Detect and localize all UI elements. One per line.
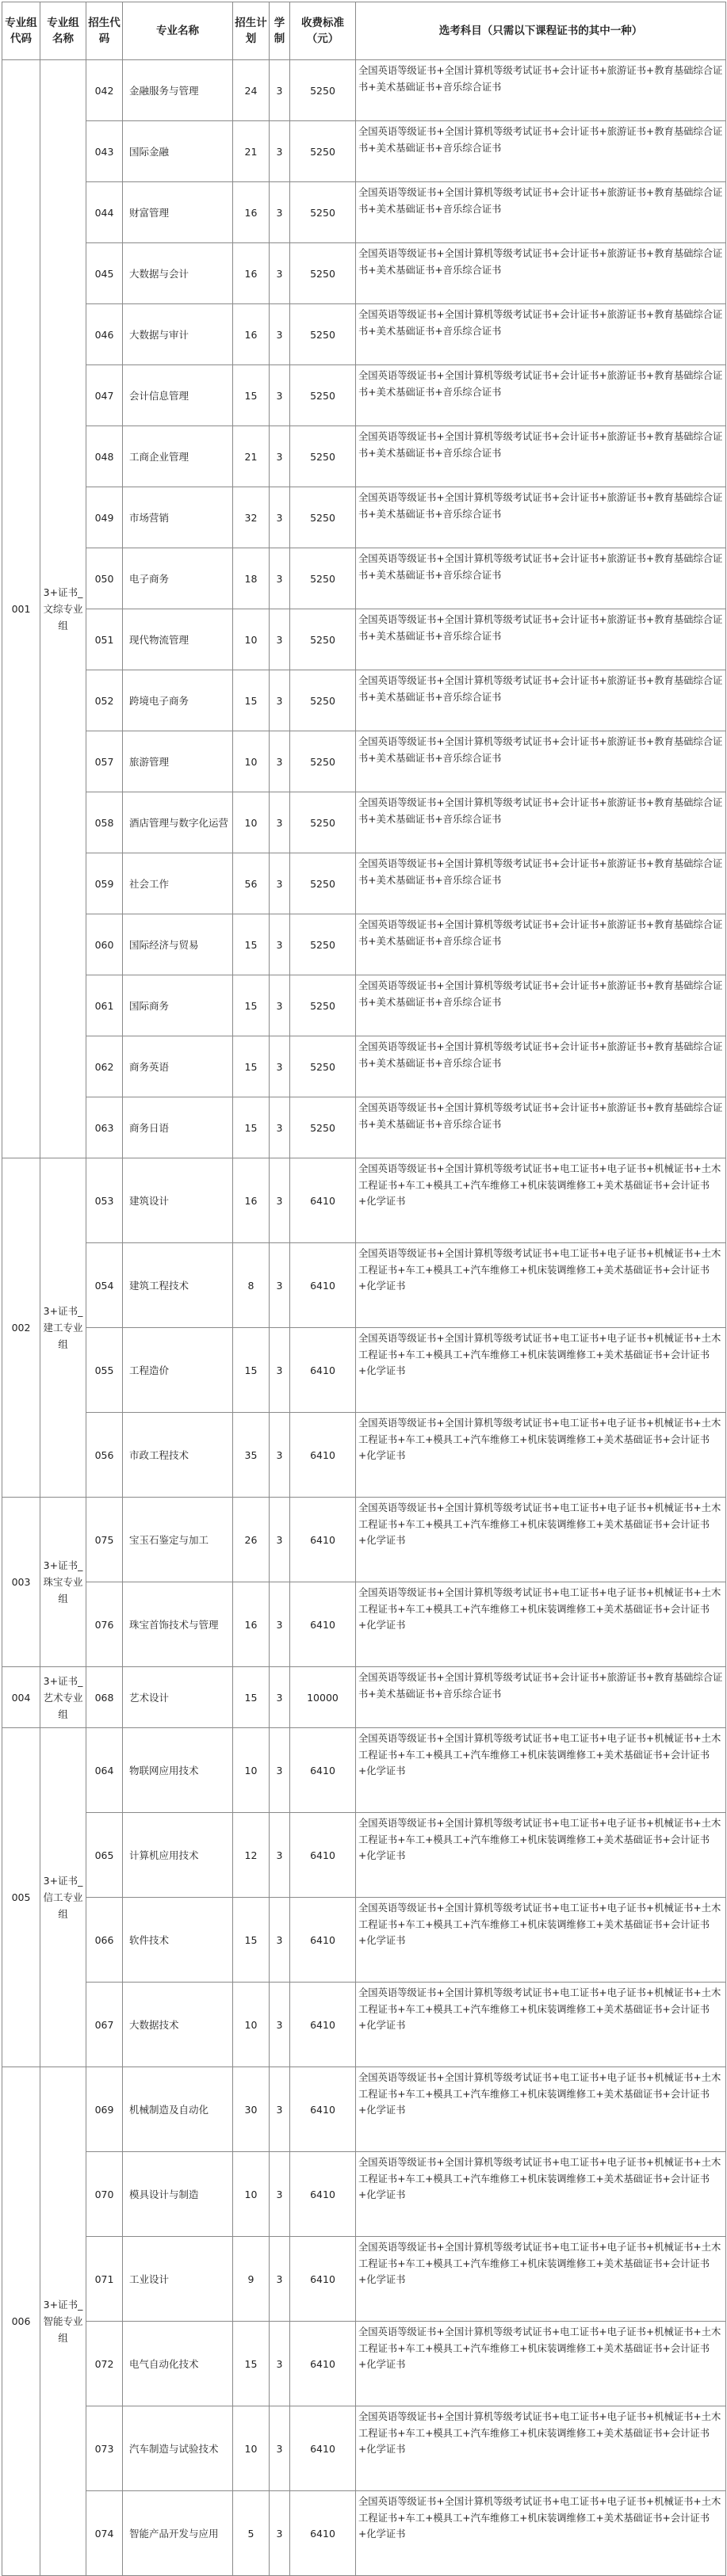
fee-cell: 5250: [290, 609, 356, 670]
major-name-cell: 市场营销: [123, 487, 233, 548]
years-cell: 3: [270, 1582, 290, 1667]
major-name-cell: 市政工程技术: [123, 1413, 233, 1498]
major-code-cell: 064: [86, 1728, 123, 1813]
major-name-cell: 跨境电子商务: [123, 670, 233, 731]
major-code-cell: 044: [86, 182, 123, 243]
plan-cell: 16: [233, 1582, 270, 1667]
subjects-cell: 全国英语等级证书+全国计算机等级考试证书+会计证书+旅游证书+教育基础综合证书+美术基础证书+音乐综合证书: [356, 670, 726, 731]
years-cell: 3: [270, 1498, 290, 1582]
subjects-cell: 全国英语等级证书+全国计算机等级考试证书+会计证书+旅游证书+教育基础综合证书+美术基础证书+音乐综合证书: [356, 487, 726, 548]
major-name-cell: 艺术设计: [123, 1667, 233, 1728]
major-code-cell: 045: [86, 243, 123, 304]
subjects-cell: 全国英语等级证书+全国计算机等级考试证书+会计证书+旅游证书+教育基础综合证书+美术基础证书+音乐综合证书: [356, 121, 726, 182]
fee-cell: 5250: [290, 487, 356, 548]
plan-cell: 16: [233, 182, 270, 243]
major-name-cell: 大数据与会计: [123, 243, 233, 304]
major-code-cell: 068: [86, 1667, 123, 1728]
table-row: [2, 2406, 726, 2491]
plan-cell: 24: [233, 60, 270, 121]
subjects-cell: 全国英语等级证书+全国计算机等级考试证书+会计证书+旅游证书+教育基础综合证书+美术基础证书+音乐综合证书: [356, 182, 726, 243]
major-name-cell: 会计信息管理: [123, 365, 233, 426]
table-row: [2, 121, 726, 182]
table-row: [2, 1328, 726, 1413]
major-code-cell: 069: [86, 2067, 123, 2152]
plan-cell: 16: [233, 243, 270, 304]
major-name-cell: 国际商务: [123, 975, 233, 1036]
table-row: [2, 1243, 726, 1328]
fee-cell: 5250: [290, 121, 356, 182]
years-cell: 3: [270, 2237, 290, 2322]
fee-cell: 5250: [290, 304, 356, 365]
subjects-cell: 全国英语等级证书+全国计算机等级考试证书+电工证书+电子证书+机械证书+土木工程证书+车工+模具工+汽车维修工+机床装调维修工+美术基础证书+会计证书+化学证书: [356, 1158, 726, 1243]
years-cell: 3: [270, 121, 290, 182]
years-cell: 3: [270, 609, 290, 670]
plan-cell: 15: [233, 365, 270, 426]
subjects-cell: 全国英语等级证书+全国计算机等级考试证书+会计证书+旅游证书+教育基础综合证书+美术基础证书+音乐综合证书: [356, 975, 726, 1036]
table-row: [2, 2067, 726, 2152]
major-name-cell: 工业设计: [123, 2237, 233, 2322]
table-row: [2, 609, 726, 670]
fee-cell: 5250: [290, 975, 356, 1036]
plan-cell: 16: [233, 1158, 270, 1243]
major-name-cell: 金融服务与管理: [123, 60, 233, 121]
major-name-cell: 酒店管理与数字化运营: [123, 792, 233, 853]
years-cell: 3: [270, 2491, 290, 2576]
years-cell: 3: [270, 60, 290, 121]
subjects-cell: 全国英语等级证书+全国计算机等级考试证书+会计证书+旅游证书+教育基础综合证书+美术基础证书+音乐综合证书: [356, 914, 726, 975]
subjects-cell: 全国英语等级证书+全国计算机等级考试证书+电工证书+电子证书+机械证书+土木工程证书+车工+模具工+汽车维修工+机床装调维修工+美术基础证书+会计证书+化学证书: [356, 1328, 726, 1413]
table-row: [2, 853, 726, 914]
subjects-cell: 全国英语等级证书+全国计算机等级考试证书+电工证书+电子证书+机械证书+土木工程证书+车工+模具工+汽车维修工+机床装调维修工+美术基础证书+会计证书+化学证书: [356, 2491, 726, 2576]
fee-cell: 6410: [290, 1328, 356, 1413]
plan-cell: 16: [233, 304, 270, 365]
major-code-cell: 053: [86, 1158, 123, 1243]
group-code-cell: 002: [2, 1158, 40, 1498]
major-name-cell: 现代物流管理: [123, 609, 233, 670]
plan-cell: 10: [233, 2152, 270, 2237]
major-code-cell: 072: [86, 2322, 123, 2406]
major-code-cell: 052: [86, 670, 123, 731]
subjects-cell: 全国英语等级证书+全国计算机等级考试证书+电工证书+电子证书+机械证书+土木工程证书+车工+模具工+汽车维修工+机床装调维修工+美术基础证书+会计证书+化学证书: [356, 2406, 726, 2491]
plan-cell: 15: [233, 1097, 270, 1158]
header-fee: 收费标准（元）: [290, 2, 356, 60]
table-row: [2, 914, 726, 975]
years-cell: 3: [270, 304, 290, 365]
major-name-cell: 国际金融: [123, 121, 233, 182]
major-code-cell: 056: [86, 1413, 123, 1498]
major-code-cell: 074: [86, 2491, 123, 2576]
header-plan: 招生计划: [233, 2, 270, 60]
table-row: [2, 1158, 726, 1243]
plan-cell: 10: [233, 2406, 270, 2491]
major-name-cell: 珠宝首饰技术与管理: [123, 1582, 233, 1667]
table-row: [2, 1582, 726, 1667]
major-name-cell: 物联网应用技术: [123, 1728, 233, 1813]
fee-cell: 5250: [290, 1097, 356, 1158]
plan-cell: 21: [233, 121, 270, 182]
fee-cell: 6410: [290, 1728, 356, 1813]
plan-cell: 15: [233, 975, 270, 1036]
fee-cell: 5250: [290, 731, 356, 792]
table-row: [2, 1898, 726, 1983]
fee-cell: 5250: [290, 853, 356, 914]
fee-cell: 5250: [290, 548, 356, 609]
major-code-cell: 058: [86, 792, 123, 853]
years-cell: 3: [270, 731, 290, 792]
table-row: [2, 1097, 726, 1158]
table-row: [2, 2491, 726, 2576]
table-row: [2, 1667, 726, 1728]
group-code-cell: 001: [2, 60, 40, 1158]
major-code-cell: 060: [86, 914, 123, 975]
major-code-cell: 075: [86, 1498, 123, 1582]
table-row: [2, 304, 726, 365]
years-cell: 3: [270, 2406, 290, 2491]
years-cell: 3: [270, 670, 290, 731]
header-row: [2, 2, 726, 60]
fee-cell: 5250: [290, 670, 356, 731]
major-name-cell: 模具设计与制造: [123, 2152, 233, 2237]
major-code-cell: 071: [86, 2237, 123, 2322]
fee-cell: 6410: [290, 1983, 356, 2067]
major-name-cell: 计算机应用技术: [123, 1813, 233, 1898]
header-years: 学制: [270, 2, 290, 60]
subjects-cell: 全国英语等级证书+全国计算机等级考试证书+电工证书+电子证书+机械证书+土木工程证书+车工+模具工+汽车维修工+机床装调维修工+美术基础证书+会计证书+化学证书: [356, 1983, 726, 2067]
fee-cell: 5250: [290, 914, 356, 975]
major-name-cell: 财富管理: [123, 182, 233, 243]
plan-cell: 10: [233, 609, 270, 670]
table-row: [2, 60, 726, 121]
header-major-code: 招生代码: [86, 2, 123, 60]
table-row: [2, 548, 726, 609]
fee-cell: 6410: [290, 2322, 356, 2406]
table-row: [2, 1498, 726, 1582]
major-name-cell: 汽车制造与试验技术: [123, 2406, 233, 2491]
table-row: [2, 975, 726, 1036]
major-code-cell: 065: [86, 1813, 123, 1898]
plan-cell: 30: [233, 2067, 270, 2152]
years-cell: 3: [270, 2152, 290, 2237]
major-name-cell: 旅游管理: [123, 731, 233, 792]
major-name-cell: 工程造价: [123, 1328, 233, 1413]
table-row: [2, 487, 726, 548]
major-name-cell: 社会工作: [123, 853, 233, 914]
plan-cell: 15: [233, 1667, 270, 1728]
group-code-cell: 005: [2, 1728, 40, 2067]
major-code-cell: 050: [86, 548, 123, 609]
table-row: [2, 1983, 726, 2067]
fee-cell: 6410: [290, 2406, 356, 2491]
header-group-name: 专业组名称: [40, 2, 86, 60]
plan-cell: 5: [233, 2491, 270, 2576]
fee-cell: 6410: [290, 2237, 356, 2322]
plan-cell: 10: [233, 731, 270, 792]
plan-cell: 15: [233, 914, 270, 975]
admission-plan-table: [2, 2, 726, 2576]
major-code-cell: 057: [86, 731, 123, 792]
major-code-cell: 063: [86, 1097, 123, 1158]
years-cell: 3: [270, 1667, 290, 1728]
fee-cell: 5250: [290, 426, 356, 487]
major-name-cell: 电气自动化技术: [123, 2322, 233, 2406]
table-row: [2, 1813, 726, 1898]
table-row: [2, 1413, 726, 1498]
subjects-cell: 全国英语等级证书+全国计算机等级考试证书+会计证书+旅游证书+教育基础综合证书+美术基础证书+音乐综合证书: [356, 426, 726, 487]
major-code-cell: 055: [86, 1328, 123, 1413]
subjects-cell: 全国英语等级证书+全国计算机等级考试证书+电工证书+电子证书+机械证书+土木工程证书+车工+模具工+汽车维修工+机床装调维修工+美术基础证书+会计证书+化学证书: [356, 1898, 726, 1983]
table-row: [2, 243, 726, 304]
table-row: [2, 365, 726, 426]
major-name-cell: 建筑设计: [123, 1158, 233, 1243]
years-cell: 3: [270, 182, 290, 243]
fee-cell: 5250: [290, 182, 356, 243]
subjects-cell: 全国英语等级证书+全国计算机等级考试证书+会计证书+旅游证书+教育基础综合证书+美术基础证书+音乐综合证书: [356, 243, 726, 304]
table-row: [2, 2237, 726, 2322]
fee-cell: 6410: [290, 1898, 356, 1983]
years-cell: 3: [270, 1158, 290, 1243]
years-cell: 3: [270, 914, 290, 975]
years-cell: 3: [270, 975, 290, 1036]
group-name-cell: 3+证书_信工专业组: [40, 1728, 86, 2067]
fee-cell: 5250: [290, 60, 356, 121]
years-cell: 3: [270, 792, 290, 853]
subjects-cell: 全国英语等级证书+全国计算机等级考试证书+会计证书+旅游证书+教育基础综合证书+美术基础证书+音乐综合证书: [356, 853, 726, 914]
group-code-cell: 006: [2, 2067, 40, 2576]
plan-cell: 21: [233, 426, 270, 487]
major-code-cell: 048: [86, 426, 123, 487]
plan-cell: 8: [233, 1243, 270, 1328]
fee-cell: 5250: [290, 792, 356, 853]
group-name-cell: 3+证书_文综专业组: [40, 60, 86, 1158]
major-name-cell: 国际经济与贸易: [123, 914, 233, 975]
subjects-cell: 全国英语等级证书+全国计算机等级考试证书+会计证书+旅游证书+教育基础综合证书+美术基础证书+音乐综合证书: [356, 1097, 726, 1158]
subjects-cell: 全国英语等级证书+全国计算机等级考试证书+电工证书+电子证书+机械证书+土木工程证书+车工+模具工+汽车维修工+机床装调维修工+美术基础证书+会计证书+化学证书: [356, 1582, 726, 1667]
years-cell: 3: [270, 1728, 290, 1813]
table-row: [2, 1728, 726, 1813]
plan-cell: 12: [233, 1813, 270, 1898]
plan-cell: 9: [233, 2237, 270, 2322]
major-code-cell: 062: [86, 1036, 123, 1097]
fee-cell: 6410: [290, 2491, 356, 2576]
years-cell: 3: [270, 548, 290, 609]
fee-cell: 6410: [290, 1582, 356, 1667]
fee-cell: 10000: [290, 1667, 356, 1728]
years-cell: 3: [270, 853, 290, 914]
subjects-cell: 全国英语等级证书+全国计算机等级考试证书+电工证书+电子证书+机械证书+土木工程证书+车工+模具工+汽车维修工+机床装调维修工+美术基础证书+会计证书+化学证书: [356, 1413, 726, 1498]
major-code-cell: 070: [86, 2152, 123, 2237]
major-code-cell: 049: [86, 487, 123, 548]
years-cell: 3: [270, 2067, 290, 2152]
group-name-cell: 3+证书_建工专业组: [40, 1158, 86, 1498]
major-name-cell: 大数据技术: [123, 1983, 233, 2067]
years-cell: 3: [270, 1097, 290, 1158]
years-cell: 3: [270, 243, 290, 304]
plan-cell: 15: [233, 1328, 270, 1413]
fee-cell: 6410: [290, 2152, 356, 2237]
fee-cell: 5250: [290, 1036, 356, 1097]
plan-cell: 26: [233, 1498, 270, 1582]
years-cell: 3: [270, 1243, 290, 1328]
header-group-code: 专业组代码: [2, 2, 40, 60]
subjects-cell: 全国英语等级证书+全国计算机等级考试证书+电工证书+电子证书+机械证书+土木工程证书+车工+模具工+汽车维修工+机床装调维修工+美术基础证书+会计证书+化学证书: [356, 2067, 726, 2152]
group-name-cell: 3+证书_珠宝专业组: [40, 1498, 86, 1667]
major-code-cell: 059: [86, 853, 123, 914]
subjects-cell: 全国英语等级证书+全国计算机等级考试证书+电工证书+电子证书+机械证书+土木工程证书+车工+模具工+汽车维修工+机床装调维修工+美术基础证书+会计证书+化学证书: [356, 2237, 726, 2322]
years-cell: 3: [270, 1328, 290, 1413]
major-code-cell: 046: [86, 304, 123, 365]
major-name-cell: 商务英语: [123, 1036, 233, 1097]
subjects-cell: 全国英语等级证书+全国计算机等级考试证书+电工证书+电子证书+机械证书+土木工程证书+车工+模具工+汽车维修工+机床装调维修工+美术基础证书+会计证书+化学证书: [356, 2152, 726, 2237]
fee-cell: 5250: [290, 365, 356, 426]
header-major-name: 专业名称: [123, 2, 233, 60]
table-row: [2, 2322, 726, 2406]
fee-cell: 6410: [290, 1413, 356, 1498]
major-code-cell: 054: [86, 1243, 123, 1328]
subjects-cell: 全国英语等级证书+全国计算机等级考试证书+电工证书+电子证书+机械证书+土木工程证书+车工+模具工+汽车维修工+机床装调维修工+美术基础证书+会计证书+化学证书: [356, 1813, 726, 1898]
fee-cell: 6410: [290, 1243, 356, 1328]
table-row: [2, 426, 726, 487]
years-cell: 3: [270, 1413, 290, 1498]
fee-cell: 6410: [290, 1158, 356, 1243]
plan-cell: 35: [233, 1413, 270, 1498]
major-code-cell: 061: [86, 975, 123, 1036]
table-row: [2, 670, 726, 731]
plan-cell: 15: [233, 1898, 270, 1983]
major-name-cell: 建筑工程技术: [123, 1243, 233, 1328]
major-name-cell: 智能产品开发与应用: [123, 2491, 233, 2576]
header-subjects: 选考科目（只需以下课程证书的其中一种）: [356, 2, 726, 60]
subjects-cell: 全国英语等级证书+全国计算机等级考试证书+会计证书+旅游证书+教育基础综合证书+美术基础证书+音乐综合证书: [356, 609, 726, 670]
fee-cell: 6410: [290, 2067, 356, 2152]
fee-cell: 6410: [290, 1813, 356, 1898]
subjects-cell: 全国英语等级证书+全国计算机等级考试证书+会计证书+旅游证书+教育基础综合证书+美术基础证书+音乐综合证书: [356, 792, 726, 853]
subjects-cell: 全国英语等级证书+全国计算机等级考试证书+电工证书+电子证书+机械证书+土木工程证书+车工+模具工+汽车维修工+机床装调维修工+美术基础证书+会计证书+化学证书: [356, 1498, 726, 1582]
plan-cell: 56: [233, 853, 270, 914]
plan-cell: 10: [233, 792, 270, 853]
table-row: [2, 1036, 726, 1097]
plan-cell: 18: [233, 548, 270, 609]
group-name-cell: 3+证书_智能专业组: [40, 2067, 86, 2576]
years-cell: 3: [270, 1983, 290, 2067]
subjects-cell: 全国英语等级证书+全国计算机等级考试证书+会计证书+旅游证书+教育基础综合证书+美术基础证书+音乐综合证书: [356, 365, 726, 426]
major-name-cell: 工商企业管理: [123, 426, 233, 487]
subjects-cell: 全国英语等级证书+全国计算机等级考试证书+会计证书+旅游证书+教育基础综合证书+美术基础证书+音乐综合证书: [356, 304, 726, 365]
major-name-cell: 商务日语: [123, 1097, 233, 1158]
major-name-cell: 宝玉石鉴定与加工: [123, 1498, 233, 1582]
years-cell: 3: [270, 487, 290, 548]
major-name-cell: 软件技术: [123, 1898, 233, 1983]
table-row: [2, 731, 726, 792]
years-cell: 3: [270, 426, 290, 487]
major-code-cell: 047: [86, 365, 123, 426]
subjects-cell: 全国英语等级证书+全国计算机等级考试证书+电工证书+电子证书+机械证书+土木工程证书+车工+模具工+汽车维修工+机床装调维修工+美术基础证书+会计证书+化学证书: [356, 1243, 726, 1328]
major-name-cell: 电子商务: [123, 548, 233, 609]
years-cell: 3: [270, 365, 290, 426]
plan-cell: 15: [233, 2322, 270, 2406]
major-name-cell: 大数据与审计: [123, 304, 233, 365]
years-cell: 3: [270, 1813, 290, 1898]
fee-cell: 5250: [290, 243, 356, 304]
subjects-cell: 全国英语等级证书+全国计算机等级考试证书+电工证书+电子证书+机械证书+土木工程证书+车工+模具工+汽车维修工+机床装调维修工+美术基础证书+会计证书+化学证书: [356, 2322, 726, 2406]
years-cell: 3: [270, 1036, 290, 1097]
table-row: [2, 182, 726, 243]
subjects-cell: 全国英语等级证书+全国计算机等级考试证书+会计证书+旅游证书+教育基础综合证书+美术基础证书+音乐综合证书: [356, 60, 726, 121]
group-code-cell: 004: [2, 1667, 40, 1728]
major-code-cell: 066: [86, 1898, 123, 1983]
subjects-cell: 全国英语等级证书+全国计算机等级考试证书+会计证书+旅游证书+教育基础综合证书+美术基础证书+音乐综合证书: [356, 548, 726, 609]
subjects-cell: 全国英语等级证书+全国计算机等级考试证书+电工证书+电子证书+机械证书+土木工程证书+车工+模具工+汽车维修工+机床装调维修工+美术基础证书+会计证书+化学证书: [356, 1728, 726, 1813]
table-row: [2, 792, 726, 853]
major-code-cell: 042: [86, 60, 123, 121]
major-code-cell: 073: [86, 2406, 123, 2491]
plan-cell: 10: [233, 1728, 270, 1813]
plan-cell: 10: [233, 1983, 270, 2067]
major-name-cell: 机械制造及自动化: [123, 2067, 233, 2152]
years-cell: 3: [270, 1898, 290, 1983]
plan-cell: 15: [233, 670, 270, 731]
years-cell: 3: [270, 2322, 290, 2406]
major-code-cell: 076: [86, 1582, 123, 1667]
subjects-cell: 全国英语等级证书+全国计算机等级考试证书+会计证书+旅游证书+教育基础综合证书+美术基础证书+音乐综合证书: [356, 731, 726, 792]
major-code-cell: 067: [86, 1983, 123, 2067]
table-row: [2, 2152, 726, 2237]
group-name-cell: 3+证书_艺术专业组: [40, 1667, 86, 1728]
major-code-cell: 051: [86, 609, 123, 670]
plan-cell: 15: [233, 1036, 270, 1097]
subjects-cell: 全国英语等级证书+全国计算机等级考试证书+会计证书+旅游证书+教育基础综合证书+美术基础证书+音乐综合证书: [356, 1667, 726, 1728]
subjects-cell: 全国英语等级证书+全国计算机等级考试证书+会计证书+旅游证书+教育基础综合证书+美术基础证书+音乐综合证书: [356, 1036, 726, 1097]
fee-cell: 6410: [290, 1498, 356, 1582]
major-code-cell: 043: [86, 121, 123, 182]
group-code-cell: 003: [2, 1498, 40, 1667]
plan-cell: 32: [233, 487, 270, 548]
